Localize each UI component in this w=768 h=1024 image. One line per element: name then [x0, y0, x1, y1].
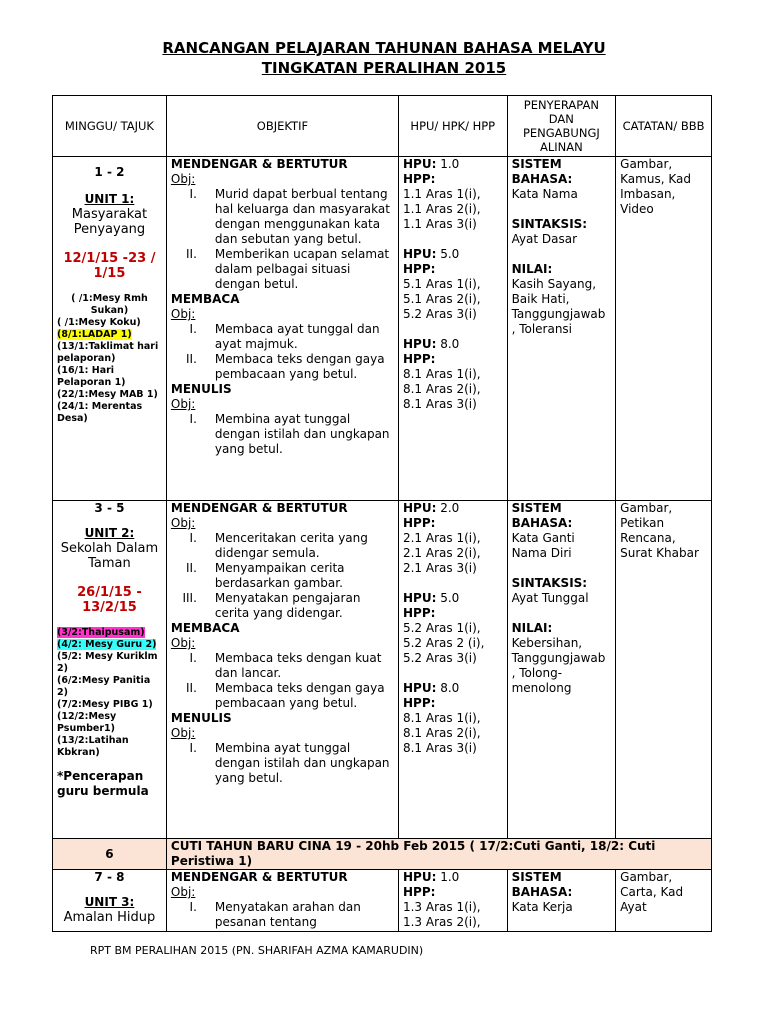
list-item [171, 322, 394, 352]
hpp-label: HPP: [402, 516, 436, 530]
section-menulis: MENULIS [170, 382, 232, 396]
objective-list [171, 187, 394, 292]
roman-numeral: I. [189, 651, 197, 665]
aras-item: 1.1 Aras 1(i), [402, 187, 481, 201]
document-subtitle: TINGKATAN PERALIHAN 2015 [261, 59, 507, 77]
unit-topic: Amalan Hidup [63, 910, 156, 925]
hpu-label: HPU: [402, 501, 437, 515]
list-item [171, 412, 394, 457]
objective-text: Memberikan ucapan selamat dalam pelbagai situasi dengan betul. [214, 247, 390, 291]
note-item: (6/2:Mesy Panitia 2) [57, 675, 151, 698]
hpu-value: 8.0 [440, 681, 460, 695]
obj-label: Obj: [170, 307, 196, 321]
objective-text: Membaca teks dengan kuat dan lancar. [214, 651, 382, 680]
hpu-value: 5.0 [440, 247, 460, 261]
hpp-label: HPP: [402, 352, 436, 366]
note-item: ( /1:Mesy Rmh Sukan) [71, 293, 148, 316]
aras-item: 5.2 Aras 2 (i), [402, 636, 485, 650]
hpu-value: 5.0 [440, 591, 460, 605]
header-catatan: CATATAN/ BBB [616, 96, 712, 157]
hpu-label: HPU: [402, 681, 437, 695]
hpu-value: 8.0 [440, 337, 460, 351]
note-item: (12/2:Mesy Psumber1) [57, 711, 117, 734]
sistem-bahasa-value: Kata Ganti Nama Diri [511, 531, 575, 560]
objective-list [171, 900, 394, 930]
section-mendengar: MENDENGAR & BERTUTUR [170, 870, 348, 884]
note-item: (16/1: Hari Pelaporan 1) [57, 365, 126, 388]
rpt-table [52, 95, 712, 932]
list-item [171, 247, 394, 292]
hpu-cell [398, 157, 507, 501]
page-footer: RPT BM PERALIHAN 2015 (PN. SHARIFAH AZMA KAMARUDIN) [90, 944, 424, 957]
objective-text: Membaca ayat tunggal dan ayat majmuk. [214, 322, 380, 351]
roman-numeral: III. [182, 591, 197, 605]
roman-numeral: I. [189, 322, 197, 336]
obj-label: Obj: [170, 726, 196, 740]
aras-item: 8.1 Aras 2(i), [402, 382, 481, 396]
aras-item: 5.2 Aras 3(i) [402, 651, 477, 665]
week-range: 7 - 8 [94, 870, 125, 884]
hpu-cell [398, 870, 507, 932]
penyerapan-cell [507, 157, 616, 501]
roman-numeral: II. [186, 352, 197, 366]
unit-topic: Masyarakat Penyayang [71, 207, 148, 237]
hpu-value: 1.0 [440, 157, 460, 171]
objective-text: Membina ayat tunggal dengan istilah dan ungkapan yang betul. [214, 741, 390, 785]
sistem-bahasa-label: SISTEM BAHASA: [511, 870, 573, 899]
hpu-label: HPU: [402, 247, 437, 261]
penyerapan-cell [507, 501, 616, 839]
note-item: (5/2: Mesy Kuriklm 2) [57, 651, 158, 674]
list-item [171, 531, 394, 561]
hpu-group [403, 247, 503, 322]
note-item: (4/2: Mesy Guru 2) [57, 639, 157, 650]
objective-list [171, 531, 394, 621]
objective-text: Menceritakan cerita yang didengar semula. [214, 531, 368, 560]
catatan-cell: Gambar, Carta, Kad Ayat [616, 870, 712, 932]
objective-list [171, 412, 394, 457]
note-item: (24/1: Merentas Desa) [57, 401, 143, 424]
list-item [171, 591, 394, 621]
note-item: (3/2:Thaipusam) [57, 627, 145, 638]
hpp-label: HPP: [402, 172, 436, 186]
aras-item: 2.1 Aras 2(i), [402, 546, 481, 560]
roman-numeral: II. [186, 681, 197, 695]
section-mendengar: MENDENGAR & BERTUTUR [170, 501, 348, 515]
obj-label: Obj: [170, 397, 196, 411]
sintaksis-label: SINTAKSIS: [511, 217, 588, 231]
objektif-cell [166, 870, 398, 932]
aras-item: 8.1 Aras 1(i), [402, 367, 481, 381]
aras-item: 8.1 Aras 1(i), [402, 711, 481, 725]
week-cell [53, 501, 167, 839]
aras-item: 8.1 Aras 3(i) [402, 741, 477, 755]
event-notes [57, 293, 162, 425]
unit-topic: Sekolah Dalam Taman [60, 541, 159, 571]
nilai-value: Kasih Sayang, Baik Hati, Tanggungjawab , Toleransi [511, 277, 606, 336]
header-objektif: OBJEKTIF [166, 96, 398, 157]
table-row [53, 157, 712, 501]
hpu-group [403, 591, 503, 666]
unit-label: UNIT 1: [84, 192, 135, 206]
document-title: RANCANGAN PELAJARAN TAHUNAN BAHASA MELAYU [162, 39, 606, 57]
objective-list [171, 741, 394, 786]
unit-label: UNIT 2: [84, 526, 135, 540]
hpu-label: HPU: [402, 157, 437, 171]
roman-numeral: I. [189, 741, 197, 755]
sintaksis-value: Ayat Tunggal [511, 591, 589, 605]
objective-text: Menyatakan arahan dan pesanan tentang [214, 900, 361, 929]
header-penyerapan: PENYERAPAN DAN PENGABUNGJ ALINAN [507, 96, 616, 157]
section-menulis: MENULIS [170, 711, 232, 725]
aras-item: 2.1 Aras 3(i) [402, 561, 477, 575]
aras-item: 1.1 Aras 2(i), [402, 202, 481, 216]
aras-item: 1.1 Aras 3(i) [402, 217, 477, 231]
penyerapan-cell [507, 870, 616, 932]
aras-item: 2.1 Aras 1(i), [402, 531, 481, 545]
week-cell [53, 870, 167, 932]
obj-label: Obj: [170, 172, 196, 186]
header-hpu: HPU/ HPK/ HPP [398, 96, 507, 157]
list-item [171, 187, 394, 247]
sintaksis-value: Ayat Dasar [511, 232, 578, 246]
objective-list [171, 322, 394, 382]
objektif-cell [166, 157, 398, 501]
hpu-group [403, 337, 503, 412]
event-notes [57, 627, 162, 759]
hpu-label: HPU: [402, 591, 437, 605]
hpu-group [403, 157, 503, 232]
aras-item: 1.3 Aras 2(i), [402, 915, 481, 929]
aras-item: 5.2 Aras 1(i), [402, 621, 481, 635]
unit-label: UNIT 3: [84, 895, 135, 909]
list-item [171, 561, 394, 591]
note-item: (13/1:Taklimat hari pelaporan) [57, 341, 159, 364]
aras-item: 5.2 Aras 3(i) [402, 307, 477, 321]
list-item [171, 681, 394, 711]
section-membaca: MEMBACA [170, 292, 240, 306]
hpu-label: HPU: [402, 870, 437, 884]
list-item [171, 741, 394, 786]
list-item [171, 352, 394, 382]
date-range: 12/1/15 -23 / 1/15 [63, 251, 156, 281]
week-cell [53, 157, 167, 501]
section-membaca: MEMBACA [170, 621, 240, 635]
hpp-label: HPP: [402, 262, 436, 276]
hpu-cell [398, 501, 507, 839]
roman-numeral: I. [189, 187, 197, 201]
objective-text: Murid dapat berbual tentang hal keluarga dan masyarakat dengan menggunakan kata dan sebutan yang betul. [214, 187, 390, 246]
list-item [171, 651, 394, 681]
section-mendengar: MENDENGAR & BERTUTUR [170, 157, 348, 171]
catatan-cell: Gambar, Kamus, Kad Imbasan, Video [616, 157, 712, 501]
objective-text: Membaca teks dengan gaya pembacaan yang betul. [214, 352, 385, 381]
roman-numeral: II. [186, 561, 197, 575]
table-row [53, 501, 712, 839]
header-minggu: MINGGU/ TAJUK [53, 96, 167, 157]
aras-item: 5.1 Aras 1(i), [402, 277, 481, 291]
hpp-label: HPP: [402, 885, 436, 899]
objective-list [171, 651, 394, 711]
obj-label: Obj: [170, 885, 196, 899]
sistem-bahasa-label: SISTEM BAHASA: [511, 157, 573, 186]
objective-text: Menyampaikan cerita berdasarkan gambar. [214, 561, 345, 590]
note-wrap [57, 627, 162, 639]
hpu-group [403, 501, 503, 576]
sistem-bahasa-label: SISTEM BAHASA: [511, 501, 573, 530]
objective-text: Menyatakan pengajaran cerita yang didengar. [214, 591, 361, 620]
holiday-row [53, 839, 712, 870]
roman-numeral: II. [186, 247, 197, 261]
week-range: 3 - 5 [94, 501, 125, 515]
hpu-value: 1.0 [440, 870, 460, 884]
date-range: 26/1/15 - 13/2/15 [77, 585, 142, 615]
aras-item: 8.1 Aras 3(i) [402, 397, 477, 411]
objective-text: Membina ayat tunggal dengan istilah dan ungkapan yang betul. [214, 412, 390, 456]
aras-item: 1.3 Aras 1(i), [402, 900, 481, 914]
note-wrap [57, 329, 162, 341]
hpu-group [403, 681, 503, 756]
hpp-label: HPP: [402, 606, 436, 620]
hpu-value: 2.0 [440, 501, 460, 515]
nilai-label: NILAI: [511, 621, 553, 635]
obj-label: Obj: [170, 636, 196, 650]
pencerapan-note: *Pencerapan guru bermula [57, 769, 149, 798]
catatan-cell: Gambar, Petikan Rencana, Surat Khabar [616, 501, 712, 839]
sintaksis-label: SINTAKSIS: [511, 576, 588, 590]
sistem-bahasa-value: Kata Nama [511, 187, 578, 201]
nilai-value: Kebersihan, Tanggungjawab , Tolong-menolong [511, 636, 606, 695]
note-item: (22/1:Mesy MAB 1) [57, 389, 158, 400]
table-row [53, 870, 712, 932]
list-item [171, 900, 394, 930]
holiday-week: 6 [53, 839, 167, 870]
aras-item: 5.1 Aras 2(i), [402, 292, 481, 306]
hpu-label: HPU: [402, 337, 437, 351]
obj-label: Obj: [170, 516, 196, 530]
note-item: (13/2:Latihan Kbkran) [57, 735, 129, 758]
objektif-cell [166, 501, 398, 839]
roman-numeral: I. [189, 531, 197, 545]
note-item: (7/2:Mesy PIBG 1) [57, 699, 153, 710]
header-row [53, 96, 712, 157]
week-range: 1 - 2 [94, 165, 125, 179]
sistem-bahasa-value: Kata Kerja [511, 900, 573, 914]
hpp-label: HPP: [402, 696, 436, 710]
note-wrap [57, 639, 162, 651]
note-item: (8/1:LADAP 1) [57, 329, 132, 340]
nilai-label: NILAI: [511, 262, 553, 276]
note-item: ( /1:Mesy Koku) [57, 317, 141, 328]
roman-numeral: I. [189, 900, 197, 914]
holiday-text: CUTI TAHUN BARU CINA 19 - 20hb Feb 2015 ( 17/2:Cuti Ganti, 18/2: Cuti Peristiwa 1) [166, 839, 711, 870]
objective-text: Membaca teks dengan gaya pembacaan yang betul. [214, 681, 385, 710]
roman-numeral: I. [189, 412, 197, 426]
aras-item: 8.1 Aras 2(i), [402, 726, 481, 740]
